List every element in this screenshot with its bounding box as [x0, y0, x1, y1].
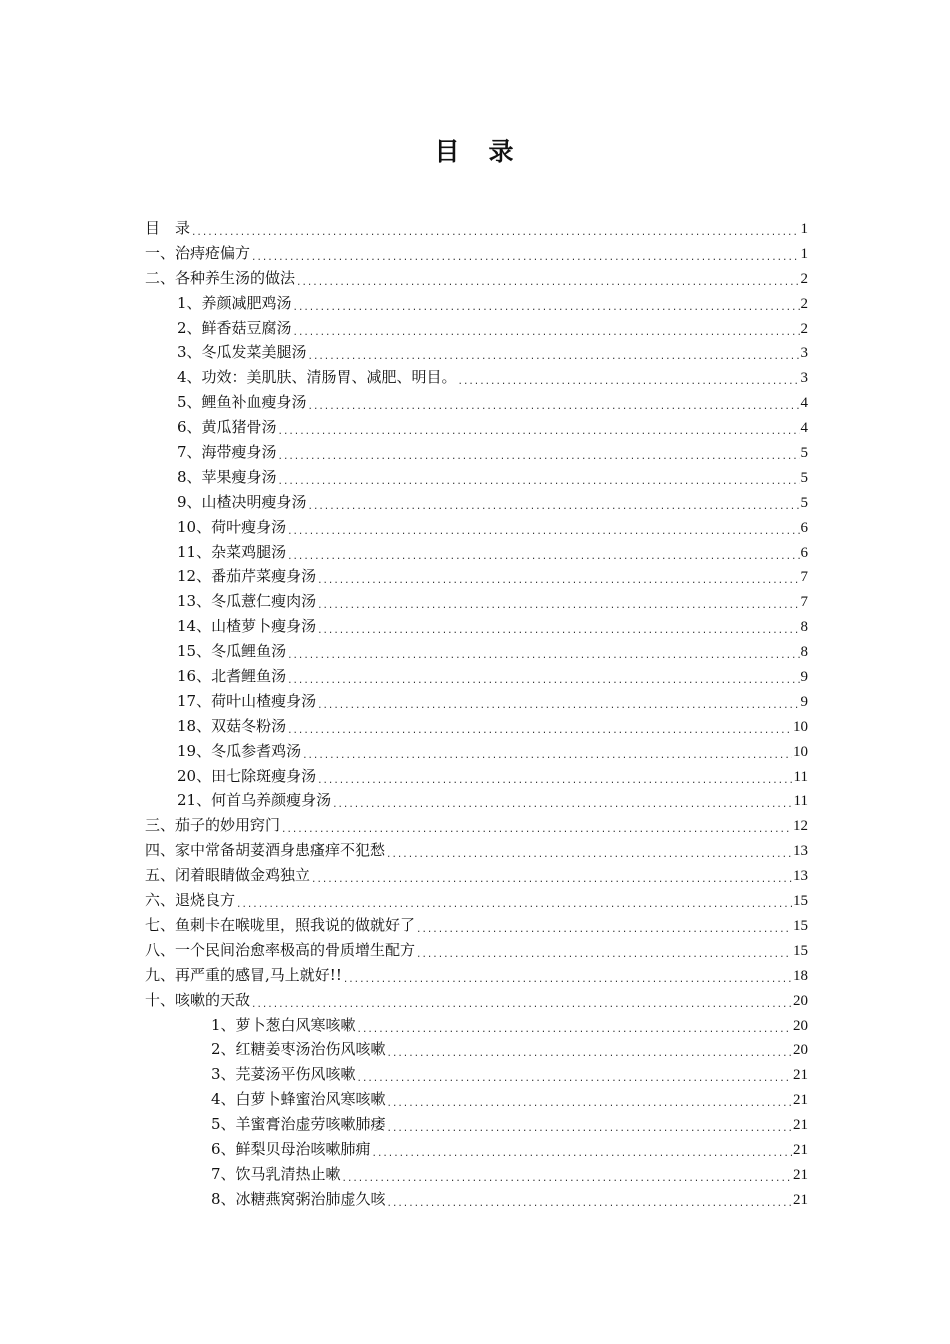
toc-page-number: 5: [800, 494, 808, 511]
toc-entry[interactable]: [145, 316, 808, 341]
toc-page-number: 11: [793, 768, 808, 785]
toc-entry-number: 目 录: [145, 219, 191, 237]
toc-entry[interactable]: [145, 365, 808, 390]
toc-entry[interactable]: [145, 515, 808, 540]
toc-entry[interactable]: [145, 1137, 808, 1162]
toc-entry[interactable]: [145, 963, 808, 988]
toc-entry[interactable]: [145, 788, 808, 813]
toc-page-number: 15: [793, 893, 808, 910]
toc-entry[interactable]: [145, 1087, 808, 1112]
toc-entry-title: 12、番茄芹菜瘦身汤: [177, 567, 317, 586]
toc-entry-title: 3、芫荽汤平伤风咳嗽: [211, 1065, 356, 1084]
toc-entry[interactable]: [145, 938, 808, 963]
toc-page-number: 18: [793, 967, 808, 984]
toc-entry-title: 治痔疮偏方: [175, 243, 251, 262]
toc-page-number: 4: [800, 395, 808, 412]
toc-entry-title: 11、杂菜鸡腿汤: [177, 542, 287, 561]
toc-entry-title: 13、冬瓜薏仁瘦肉汤: [177, 592, 317, 611]
toc-page-number: 2: [800, 295, 808, 312]
toc-entry[interactable]: [145, 813, 808, 838]
toc-entry-title: 鱼刺卡在喉咙里，照我说的做就好了: [175, 915, 416, 934]
toc-entry[interactable]: [145, 838, 808, 863]
toc-entry[interactable]: [145, 241, 808, 266]
toc-entry-title: 咳嗽的天敌: [175, 990, 251, 1009]
toc-entry[interactable]: [145, 913, 808, 938]
toc-entry[interactable]: [145, 888, 808, 913]
toc-entry-number: 八、: [145, 940, 176, 959]
toc-entry[interactable]: [145, 1013, 808, 1038]
toc-entry-title: 8、苹果瘦身汤: [177, 467, 277, 486]
toc-entry[interactable]: [145, 614, 808, 639]
toc-entry[interactable]: [145, 639, 808, 664]
toc-entry-number: 二、: [145, 268, 176, 287]
toc-entry[interactable]: [145, 863, 808, 888]
toc-entry[interactable]: [145, 664, 808, 689]
toc-page-number: 15: [793, 942, 808, 959]
toc-page-number: 5: [800, 445, 808, 462]
toc-page-number: 2: [800, 270, 808, 287]
toc-entry-title: 家中常备胡荽酒身患瘙痒不犯愁: [175, 841, 386, 860]
toc-page-number: 9: [800, 669, 808, 686]
toc-entry-title: 2、红糖姜枣汤治伤风咳嗽: [211, 1040, 386, 1059]
toc-entry[interactable]: [145, 291, 808, 316]
toc-page-number: 20: [793, 992, 808, 1009]
toc-entry-title: 9、山楂决明瘦身汤: [177, 492, 307, 511]
toc-page-number: 10: [793, 718, 808, 735]
toc-entry-title: 15、冬瓜鲤鱼汤: [177, 642, 287, 661]
toc-entry[interactable]: [145, 689, 808, 714]
toc-entry-title: 1、养颜减肥鸡汤: [177, 293, 292, 312]
toc-entry-title: 14、山楂萝卜瘦身汤: [177, 617, 317, 636]
toc-entry-title: 各种养生汤的做法: [175, 268, 296, 287]
toc-entry[interactable]: [145, 1062, 808, 1087]
toc-entry-title: 8、冰糖燕窝粥治肺虚久咳: [211, 1189, 386, 1208]
toc-entry[interactable]: [145, 490, 808, 515]
toc-page-number: 5: [800, 469, 808, 486]
toc-entry[interactable]: [145, 266, 808, 291]
toc-entry-title: 茄子的妙用窍门: [175, 816, 281, 835]
toc-entry-title: 10、荷叶瘦身汤: [177, 517, 287, 536]
toc-entry-title: 4、功效：美肌肤、清肠胃、减肥、明目。: [177, 368, 457, 387]
toc-entry[interactable]: [145, 1162, 808, 1187]
toc-page-number: 21: [793, 1092, 808, 1109]
toc-page-number: 21: [793, 1141, 808, 1158]
toc-entry-title: 闭着眼睛做金鸡独立: [175, 866, 311, 885]
toc-entry-title: 4、白萝卜蜂蜜治风寒咳嗽: [211, 1090, 386, 1109]
table-of-contents: [145, 216, 808, 1212]
toc-page-number: 1: [800, 245, 808, 262]
toc-entry-title: 1、萝卜葱白风寒咳嗽: [211, 1015, 356, 1034]
toc-page-number: 3: [800, 345, 808, 362]
toc-page-number: 21: [793, 1166, 808, 1183]
toc-entry[interactable]: [145, 988, 808, 1013]
toc-page-number: 13: [793, 868, 808, 885]
toc-page-number: 9: [800, 693, 808, 710]
toc-entry-title: 5、鲤鱼补血瘦身汤: [177, 393, 307, 412]
toc-entry-number: 四、: [145, 841, 176, 860]
toc-entry-title: 6、鲜梨贝母治咳嗽肺痈: [211, 1139, 371, 1158]
toc-entry-title: 3、冬瓜发菜美腿汤: [177, 343, 307, 362]
toc-entry[interactable]: [145, 564, 808, 589]
toc-page-number: 8: [800, 619, 808, 636]
toc-entry-title: 再严重的感冒,马上就好!!: [175, 965, 342, 984]
toc-entry[interactable]: [145, 440, 808, 465]
toc-page-number: 6: [800, 544, 808, 561]
toc-entry-title: 21、何首乌养颜瘦身汤: [177, 791, 332, 810]
toc-entry[interactable]: [145, 390, 808, 415]
toc-page-number: 15: [793, 917, 808, 934]
toc-page-number: 4: [800, 420, 808, 437]
toc-entry[interactable]: [145, 216, 808, 241]
toc-page-number: 10: [793, 743, 808, 760]
toc-entry[interactable]: [145, 714, 808, 739]
toc-entry-number: 一、: [145, 243, 176, 262]
toc-entry-title: 16、北耆鲤鱼汤: [177, 667, 287, 686]
toc-page-number: 11: [793, 793, 808, 810]
toc-entry[interactable]: [145, 1112, 808, 1137]
toc-entry[interactable]: [145, 540, 808, 565]
toc-page-number: 21: [793, 1067, 808, 1084]
page-title: 目 录: [434, 137, 516, 166]
toc-entry-title: 6、黄瓜猪骨汤: [177, 418, 277, 437]
toc-entry-title: 7、海带瘦身汤: [177, 443, 277, 462]
toc-entry-title: 7、饮马乳清热止嗽: [211, 1164, 341, 1183]
toc-entry-number: 十、: [145, 990, 176, 1009]
toc-page-number: 13: [793, 843, 808, 860]
toc-entry-title: 18、双菇冬粉汤: [177, 716, 287, 735]
toc-leader-dots: [387, 1192, 792, 1217]
toc-entry[interactable]: [145, 739, 808, 764]
toc-entry[interactable]: [145, 340, 808, 365]
toc-entry-number: 七、: [145, 915, 176, 934]
toc-page-number: 7: [800, 569, 808, 586]
toc-entry-number: 五、: [145, 866, 176, 885]
toc-page-number: 3: [800, 370, 808, 387]
toc-page-number: 12: [793, 818, 808, 835]
toc-entry[interactable]: [145, 415, 808, 440]
toc-entry[interactable]: [145, 1187, 808, 1212]
toc-page-number: 6: [800, 519, 808, 536]
toc-page-number: 21: [793, 1117, 808, 1134]
toc-entry-title: 一个民间治愈率极高的骨质增生配方: [175, 940, 416, 959]
toc-page-number: 7: [800, 594, 808, 611]
toc-entry[interactable]: [145, 465, 808, 490]
toc-entry-number: 三、: [145, 816, 176, 835]
toc-entry-number: 九、: [145, 965, 176, 984]
toc-entry[interactable]: [145, 764, 808, 789]
toc-entry[interactable]: [145, 589, 808, 614]
toc-entry-title: 17、荷叶山楂瘦身汤: [177, 691, 317, 710]
toc-entry-title: 20、田七除斑瘦身汤: [177, 766, 317, 785]
toc-entry-title: 退烧良方: [175, 891, 236, 910]
toc-page-number: 20: [793, 1042, 808, 1059]
toc-entry-title: 19、冬瓜参耆鸡汤: [177, 741, 302, 760]
toc-entry-number: 六、: [145, 891, 176, 910]
toc-page-number: 1: [800, 221, 808, 237]
toc-page-number: 20: [793, 1017, 808, 1034]
toc-page-number: 8: [800, 644, 808, 661]
toc-entry-title: 2、鲜香菇豆腐汤: [177, 318, 292, 337]
toc-entry[interactable]: [145, 1037, 808, 1062]
toc-entry-title: 5、羊蜜膏治虚劳咳嗽肺痿: [211, 1115, 386, 1134]
toc-page-number: 21: [793, 1191, 808, 1208]
toc-page-number: 2: [800, 320, 808, 337]
